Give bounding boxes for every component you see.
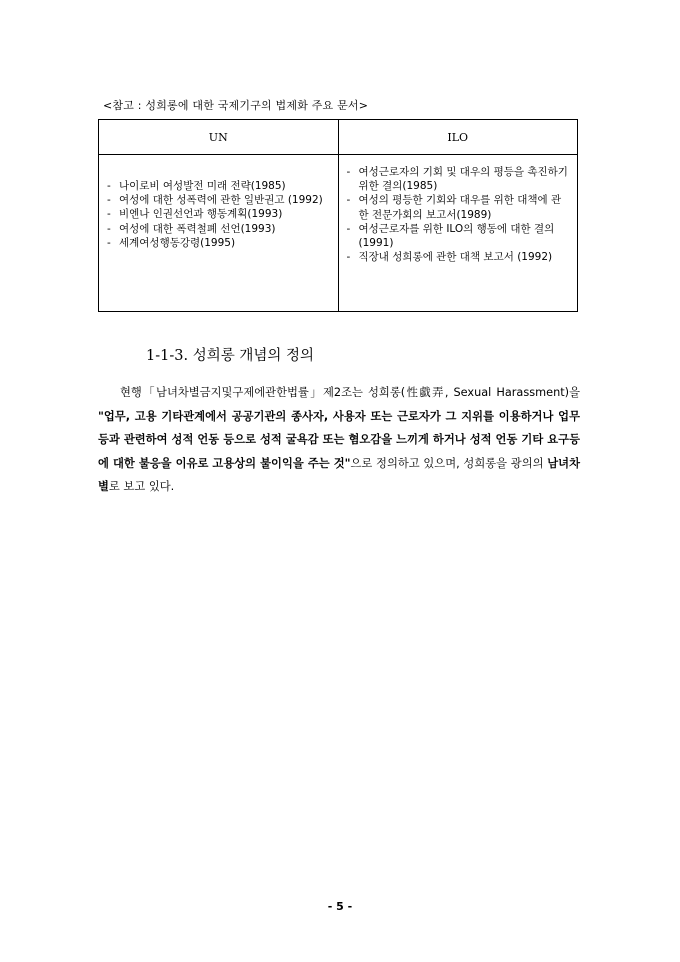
section-title: 1-1-3. 성희롱 개념의 정의	[146, 348, 314, 364]
table-row	[99, 155, 578, 312]
paragraph-emphasis: 남녀차별	[98, 456, 580, 493]
bullet: -	[107, 222, 111, 235]
list-item	[345, 193, 572, 221]
un-item-text: 여성에 대한 성폭력에 관한 일반권고 (1992)	[119, 194, 323, 207]
bullet: -	[346, 222, 351, 235]
list-item	[345, 165, 572, 193]
paragraph-intro: 현행「남녀차별금지및구제에관한법률」제2조는 성희롱(性戱弄, Sexual Harassment)을	[120, 386, 580, 399]
bullet: -	[107, 194, 111, 207]
ilo-list	[345, 165, 572, 264]
ilo-item-text: 직장내 성희롱에 관한 대책 보고서 (1992)	[358, 251, 553, 264]
bullet: -	[107, 208, 111, 221]
list-item	[105, 207, 332, 221]
list-item	[345, 222, 572, 250]
list-item	[105, 193, 332, 207]
un-list	[105, 179, 332, 250]
header-ilo: ILO	[338, 120, 578, 155]
paragraph-definition-quote: "업무, 고용 기타관계에서 공공기관의 종사자, 사용자 또는 근로자가 그 지위를 이용하거나 업무등과 관련하여 성적 언동 등으로 성적 굴욕감 또는 혐오감을 느끼게 하거나 성적 언동 기타 요구등에 대한 불응을 이유로 고용상의 불이익을 주는 것"	[98, 409, 580, 470]
ilo-item-text: 여성근로자를 위한 ILO의 행동에 대한 결의(1991)	[358, 222, 555, 250]
paragraph-end: 로 보고 있다.	[108, 480, 175, 493]
bullet: -	[346, 251, 351, 264]
bullet: -	[346, 194, 351, 207]
list-item	[105, 236, 332, 250]
table-header-row	[99, 120, 578, 155]
paragraph-continuation: 으로 정의하고 있으며, 성희롱을 광의의	[350, 456, 548, 470]
list-item	[105, 222, 332, 236]
bullet: -	[107, 180, 111, 192]
un-item-text: 세계여성행동강령(1995)	[119, 236, 236, 249]
bullet: -	[107, 236, 111, 249]
table-caption: <참고 : 성희롱에 대한 국제기구의 법제화 주요 문서>	[103, 99, 369, 112]
header-un: UN	[99, 120, 339, 155]
un-item-text: 나이로비 여성발전 미래 전략(1985)	[119, 180, 286, 192]
list-item	[345, 250, 572, 264]
un-item-text: 여성에 대한 폭력철폐 선언(1993)	[119, 222, 276, 235]
bullet: -	[346, 166, 351, 178]
list-item	[105, 179, 332, 193]
definition-paragraph	[98, 381, 580, 499]
un-item-text: 비엔나 인권선언과 행동계획(1993)	[119, 208, 283, 221]
un-cell	[99, 155, 339, 312]
page-number: - 5 -	[327, 900, 353, 913]
reference-table	[98, 119, 578, 312]
ilo-item-text: 여성근로자의 기회 및 대우의 평등을 촉진하기 위한 결의(1985)	[358, 166, 568, 193]
ilo-item-text: 여성의 평등한 기회와 대우를 위한 대책에 관한 전문가회의 보고서(1989)	[358, 194, 562, 221]
ilo-cell	[338, 155, 578, 312]
